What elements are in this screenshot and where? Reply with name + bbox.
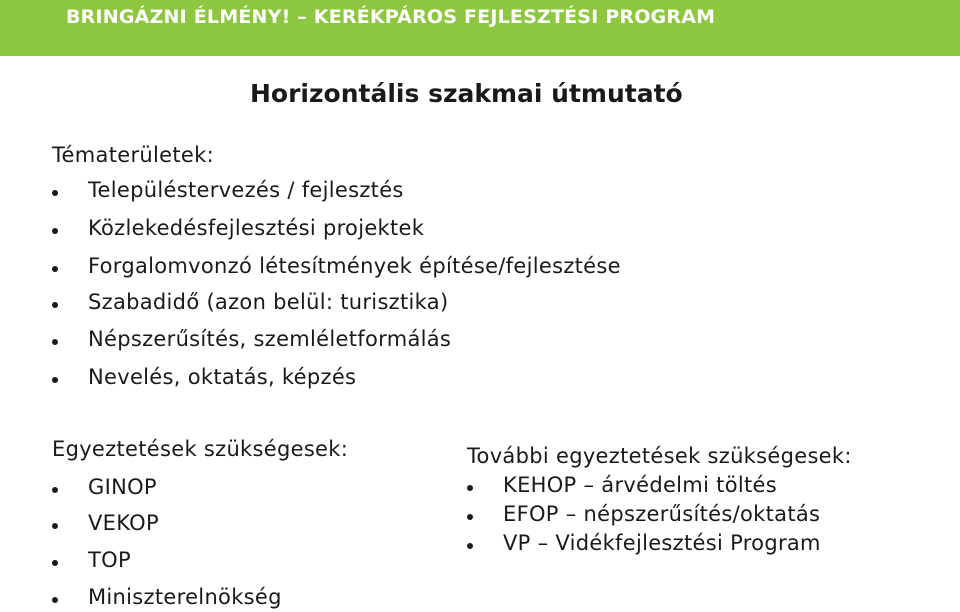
bullet-icon <box>52 190 58 196</box>
page-title: Horizontális szakmai útmutató <box>250 79 683 108</box>
bullet-icon <box>52 228 58 234</box>
bullet-icon <box>52 597 58 603</box>
coordination-heading: Egyeztetések szükségesek: <box>52 437 349 461</box>
bullet-icon <box>52 266 58 272</box>
topics-heading: Tématerületek: <box>52 143 214 167</box>
bullet-icon <box>52 302 58 308</box>
banner-title: BRINGÁZNI ÉLMÉNY! – KERÉKPÁROS FEJLESZTÉSI PROGRAM <box>66 6 716 28</box>
bullet-icon <box>52 487 58 493</box>
bullet-icon <box>467 543 473 549</box>
bullet-icon <box>467 485 473 491</box>
bullet-icon <box>52 377 58 383</box>
header-banner <box>0 0 960 56</box>
bullet-icon <box>52 523 58 529</box>
further-coordination-heading: További egyeztetések szükségesek: <box>467 444 852 468</box>
bullet-icon <box>52 339 58 345</box>
bullet-icon <box>52 560 58 566</box>
bullet-icon <box>467 514 473 520</box>
